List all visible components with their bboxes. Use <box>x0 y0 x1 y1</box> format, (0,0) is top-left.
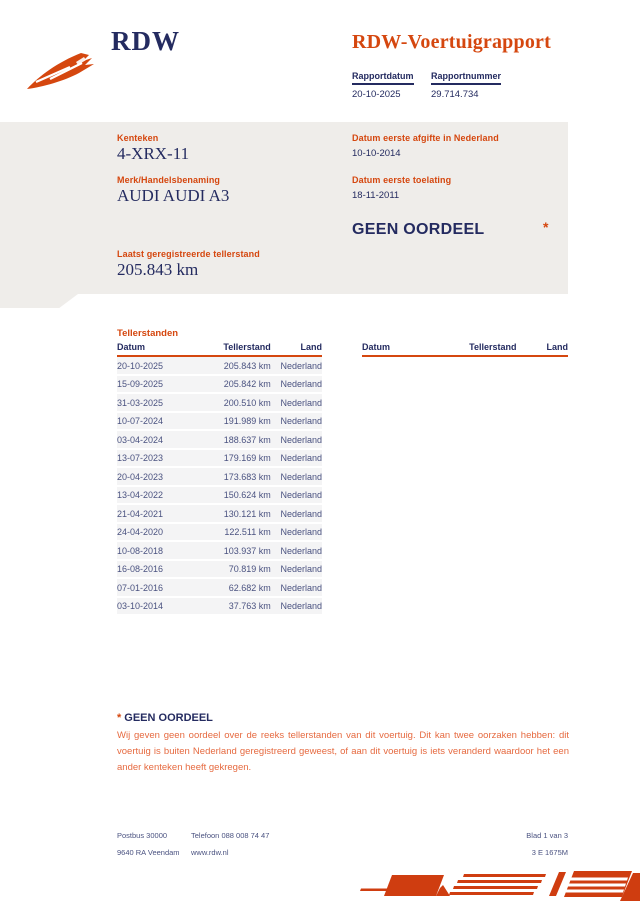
table-row <box>117 504 322 523</box>
row-odometer: 150.624 km <box>199 486 271 505</box>
row-date: 13-07-2023 <box>117 449 199 468</box>
page-title: RDW-Voertuigrapport <box>352 31 551 53</box>
row-date: 20-04-2023 <box>117 467 199 486</box>
table-header-row <box>117 342 322 356</box>
verdict-asterisk: * <box>543 219 549 235</box>
row-odometer: 62.682 km <box>199 578 271 597</box>
row-country: Nederland <box>271 578 322 597</box>
vehicle-summary-panel-tab <box>0 294 78 308</box>
footer-phone: Telefoon 088 008 74 47 <box>191 831 270 840</box>
col-land: Land <box>271 342 322 356</box>
row-odometer: 103.937 km <box>199 541 271 560</box>
rdw-stripes-graphic <box>352 864 640 905</box>
toelating-label: Datum eerste toelating <box>352 175 452 185</box>
table-row <box>117 486 322 505</box>
row-odometer: 37.763 km <box>199 597 271 616</box>
row-odometer: 122.511 km <box>199 523 271 542</box>
row-date: 31-03-2025 <box>117 393 199 412</box>
row-date: 24-04-2020 <box>117 523 199 542</box>
row-date: 10-07-2024 <box>117 412 199 431</box>
rdw-wing-icon <box>26 48 110 92</box>
row-odometer: 179.169 km <box>199 449 271 468</box>
row-date: 16-08-2016 <box>117 560 199 579</box>
row-country: Nederland <box>271 504 322 523</box>
row-country: Nederland <box>271 393 322 412</box>
table-row <box>117 597 322 616</box>
footnote-title: GEEN OORDEEL <box>124 712 213 724</box>
row-country: Nederland <box>271 449 322 468</box>
table-row <box>117 578 322 597</box>
table-row <box>117 356 322 375</box>
table-row <box>117 467 322 486</box>
row-odometer: 130.121 km <box>199 504 271 523</box>
kenteken-label: Kenteken <box>117 133 159 143</box>
row-country: Nederland <box>271 541 322 560</box>
merk-label: Merk/Handelsbenaming <box>117 175 221 185</box>
row-odometer: 70.819 km <box>199 560 271 579</box>
report-number-block <box>431 66 501 100</box>
tellerstand-value: 205.843 km <box>117 260 199 279</box>
report-number-label: Rapportnummer <box>431 71 501 85</box>
footer-page-number: Blad 1 van 3 <box>526 831 568 840</box>
col-land: Land <box>516 342 568 356</box>
vehicle-summary-panel <box>0 122 568 294</box>
footer-city: 9640 RA Veendam <box>117 848 180 857</box>
table-row <box>117 541 322 560</box>
report-date-value: 20-10-2025 <box>352 89 401 100</box>
table-row <box>117 449 322 468</box>
row-date: 13-04-2022 <box>117 486 199 505</box>
tellerstanden-table-continued <box>362 342 568 357</box>
table-row <box>117 412 322 431</box>
col-datum: Datum <box>117 342 199 356</box>
footnote-asterisk: * <box>117 712 122 724</box>
verdict-text: GEEN OORDEEL <box>352 221 485 238</box>
row-odometer: 205.843 km <box>199 356 271 375</box>
row-date: 21-04-2021 <box>117 504 199 523</box>
row-odometer: 173.683 km <box>199 467 271 486</box>
row-country: Nederland <box>271 412 322 431</box>
footer-form-code: 3 E 1675M <box>531 848 568 857</box>
row-date: 20-10-2025 <box>117 356 199 375</box>
row-date: 03-04-2024 <box>117 430 199 449</box>
kenteken-value: 4-XRX-11 <box>117 144 190 163</box>
report-date-block <box>352 66 414 100</box>
row-date: 07-01-2016 <box>117 578 199 597</box>
merk-value: AUDI AUDI A3 <box>117 186 230 205</box>
row-country: Nederland <box>271 560 322 579</box>
afgifte-value: 10-10-2014 <box>352 148 401 159</box>
row-country: Nederland <box>271 375 322 394</box>
footer-postbus: Postbus 30000 <box>117 831 168 840</box>
row-country: Nederland <box>271 467 322 486</box>
toelating-value: 18-11-2011 <box>352 190 400 201</box>
col-tellerstand: Tellerstand <box>199 342 271 356</box>
tellerstanden-table <box>117 342 322 616</box>
row-date: 15-09-2025 <box>117 375 199 394</box>
row-date: 03-10-2014 <box>117 597 199 616</box>
row-country: Nederland <box>271 356 322 375</box>
tellerstand-label: Laatst geregistreerde tellerstand <box>117 249 260 259</box>
report-number-value: 29.714.734 <box>431 89 479 100</box>
table-row <box>117 523 322 542</box>
table-row <box>117 430 322 449</box>
tellerstanden-table-body <box>117 356 322 615</box>
col-tellerstand: Tellerstand <box>444 342 516 356</box>
rdw-logo-text: RDW <box>111 26 180 56</box>
row-country: Nederland <box>271 523 322 542</box>
table-row <box>117 393 322 412</box>
table-row <box>117 375 322 394</box>
row-date: 10-08-2018 <box>117 541 199 560</box>
footer-website: www.rdw.nl <box>191 848 229 857</box>
row-country: Nederland <box>271 486 322 505</box>
tellerstanden-title: Tellerstanden <box>117 328 179 339</box>
footnote-text: Wij geven geen oordeel over de reeks tellerstanden van dit voertuig. Dit kan twee oorzaken hebben: dit voertuig is buiten Nederland geregistreerd geweest, of aan dit voertuig is iets veranderd waardoor het een ander kenteken heeft gekregen. <box>117 730 569 774</box>
table-header-row <box>362 342 568 356</box>
table-row <box>117 560 322 579</box>
row-odometer: 191.989 km <box>199 412 271 431</box>
footnote-heading <box>117 712 213 724</box>
afgifte-label: Datum eerste afgifte in Nederland <box>352 133 499 143</box>
row-odometer: 188.637 km <box>199 430 271 449</box>
report-date-label: Rapportdatum <box>352 71 414 85</box>
col-datum: Datum <box>362 342 444 356</box>
row-country: Nederland <box>271 430 322 449</box>
row-odometer: 205.842 km <box>199 375 271 394</box>
row-odometer: 200.510 km <box>199 393 271 412</box>
row-country: Nederland <box>271 597 322 616</box>
